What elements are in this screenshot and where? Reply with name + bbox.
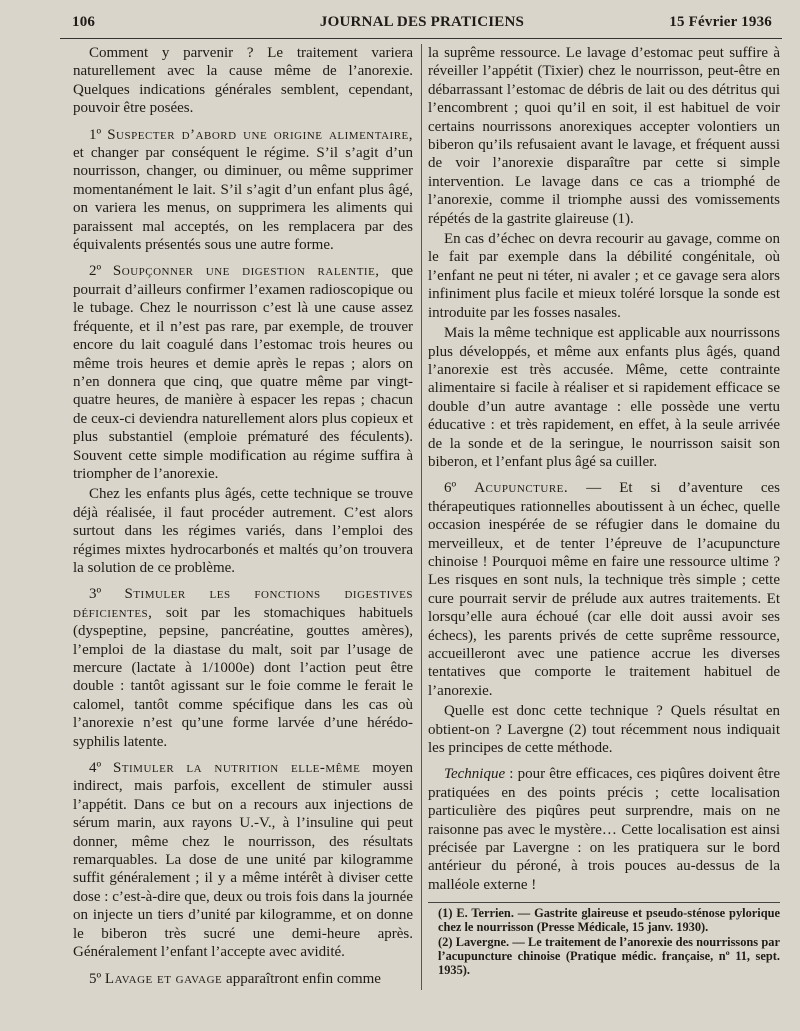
page-header — [72, 14, 772, 36]
section-5-body: apparaîtront enfin comme — [226, 970, 381, 987]
section-2-heading: Soupçonner une digestion ralentie, — [112, 263, 380, 280]
section-1-body: et changer par conséquent le régime. S’il s’agit d’un nourrisson, changer, ou diminuer, ou même supprimer momentanément le lait. S’il s’agit d’un enfant plus âgé, on variera les menus, on supprimera les aliments qui paraissent mal acceptés, on les remplacera par des équivalents présentés sous une autre forme. — [73, 145, 413, 254]
section-2 — [73, 262, 413, 483]
footnote-2: (2) Lavergne. — Le traitement de l’anorexie des nourrissons par l’acupuncture chinoise (Pratique médic. française, nº 11, sept. 1935). — [438, 935, 780, 978]
technique-application-paragraph: Mais la même technique est applicable aux nourrissons plus développés, et même aux enfants plus âgés, quand l’anorexie est très accusée. Même, cette contrainte alimentaire si facile à réaliser et si rapidement efficace se double d’un autre avantage : elle possède une vertu éducative : et très rapidement, en effet, à la seule arrivée de la sonde et de la seringue, le nourrisson saisit son biberon, et l’enfant plus âgé sa cuiller. — [428, 325, 780, 470]
technique-label: Technique — [444, 766, 506, 783]
intro-paragraph: Comment y parvenir ? Le traitement variera naturellement avec la cause même de l’anorexie. Quelques indications générales semblent, cependant, pouvoir être posées. — [73, 45, 413, 117]
section-3-body: soit par les stomachiques habituels (dyspeptine, pepsine, pancréatine, gouttes amères), l’emploi de la diastase du malt, soit par l’usage de mercure (lactate à 1/1000e) dont l’action peut être double : tantôt agissant sur le foie comme le ferait le calomel, tantôt comme spécifique dans les cas où l’anorexie n’est qu’une forme larvée d’une hérédo-syphilis latente. — [73, 604, 414, 750]
section-3 — [73, 585, 413, 751]
section-4-number: 4º — [89, 760, 102, 777]
section-2-number: 2º — [89, 263, 102, 280]
column-divider — [421, 44, 422, 990]
technique-paragraph — [428, 765, 780, 894]
left-column — [73, 44, 413, 996]
right-column — [428, 44, 780, 978]
technique-body: : pour être efficaces, ces piqûres doivent être pratiquées en des points précis ; cette localisation particulière des piqûres peut surprendre, mais on ne raisonne pas avec le mystère… Cette localisation est ainsi précisée par Lavergne : on les pratiquera sur le bord antérieur du péroné, à trois pouces au-dessus de la malléole externe ! — [428, 766, 781, 893]
gavage-paragraph: En cas d’échec on devra recourir au gavage, comme on le fait par exemple dans la débilité congénitale, où l’enfant ne peut ni téter, ni avaler ; et ce gavage sera alors infiniment plus facile et mieux toléré lorsque la sonde est introduite par les fosses nasales. — [428, 231, 780, 321]
section-1-number: 1º — [89, 126, 102, 143]
section-5-number: 5º — [89, 970, 102, 987]
question-paragraph: Quelle est donc cette technique ? Quels résultat en obtient-on ? Lavergne (2) tout récemment nous indiquait les principes de cette méthode. — [428, 703, 780, 757]
section-1-heading: Suspecter d’abord une origine alimentaire, — [107, 126, 414, 143]
page-number: 106 — [72, 14, 96, 30]
section-3-number: 3º — [89, 586, 102, 603]
section-4-heading: Stimuler la nutrition elle-même — [112, 760, 361, 777]
footnote-1: (1) E. Terrien. — Gastrite glaireuse et pseudo-sténose pylorique chez le nourrisson (Presse Médicale, 15 janv. 1930). — [438, 906, 780, 935]
journal-title: JOURNAL DES PRATICIENS — [319, 14, 525, 30]
section-6-number: 6º — [444, 480, 457, 497]
footnotes — [428, 902, 780, 977]
header-rule — [60, 38, 782, 39]
issue-date: 15 Février 1936 — [669, 14, 772, 30]
section-4 — [73, 759, 413, 961]
section-1 — [73, 126, 413, 255]
section-6-heading: Acupuncture. — [474, 480, 569, 497]
section-6 — [428, 479, 780, 700]
lavage-paragraph: la suprême ressource. Le lavage d’estomac peut suffire à réveiller l’appétit (Tixier) chez le nourrisson, peut-être en débarrassant l’estomac de débris de lait ou des détritus qui l’encombrent ; quoi qu’il en soit, il est habituel de voir certains nourrissons anorexiques accepter volontiers un biberon qu’ils refusaient avant le lavage, et fréquent aussi de voir l’anorexie disparaître par cette si simple intervention. Le lavage dans ce cas a triomphé de l’anorexie, comme il triomphe aussi des vomissements répétés de la gastrite glaireuse (1). — [428, 45, 780, 227]
section-5 — [73, 970, 413, 988]
section-4-body: moyen indirect, mais parfois, excellent de stimuler aussi l’appétit. Dans ce but on a recours aux injections de sérum marin, aux rayons U.-V., à l’insuline qui peut donner, même chez le nourrisson, des résultats remarquables. La dose de une unité par kilogramme suffit généralement ; il y a même intérêt à diviser cette dose : c’est-à-dire que, deux ou trois fois dans la journée on injecte un tiers d’unité par kilogramme, et on donne le biberon très sucré une demi-heure après. Généralement l’enfant l’accepte avec avidité. — [73, 760, 414, 961]
section-2-body: que pourrait d’ailleurs confirmer l’examen radioscopique ou le tubage. Chez le nourrisson c’est là une cause assez fréquente, et il n’est pas rare, par exemple, de trouver encore du lait coagulé dans l’estomac trois heures ou même trois heures et demie après le repas ; alors on n’en donnera que cinq, que quatre même par vingt-quatre heures, de manière à espacer les repas ; chacun de ceux-ci deviendra naturellement alors plus copieux et plus substantiel (emploie prématuré des féculents). Souvent cette simple modification au régime suffira à triompher de l’anorexie. — [73, 263, 413, 482]
section-2-continued: Chez les enfants plus âgés, cette technique se trouve déjà réalisée, il faut procéder autrement. C’est alors surtout dans les régimes variés, dans l’emploi des régimes mixtes hydrocarbonés et maltés qu’on trouvera la solution de ce problème. — [73, 486, 413, 576]
section-3-heading: Stimuler les fonctions digestives déficientes, — [73, 586, 414, 621]
section-6-body: — Et si d’aventure ces thérapeutiques rationnelles aboutissent à un échec, quelle occasion inespérée de se réfugier dans le domaine du merveilleux, et de tenter l’épreuve de l’acupuncture chinoise ! Pourquoi même en faire une ressource ultime ? Les risques en sont nuls, la technique très simple ; cette cure pourrait servir de prélude aux autres traitements. Et lorsqu’elle aura échoué (car elle doit aussi avoir ses échecs), les parents privés de cette suprême ressource, accueilleront avec une patience accrue les diverses tentatives que comporte le traitement habituel de l’anorexie. — [428, 480, 780, 699]
section-5-heading: Lavage et gavage — [104, 970, 223, 987]
